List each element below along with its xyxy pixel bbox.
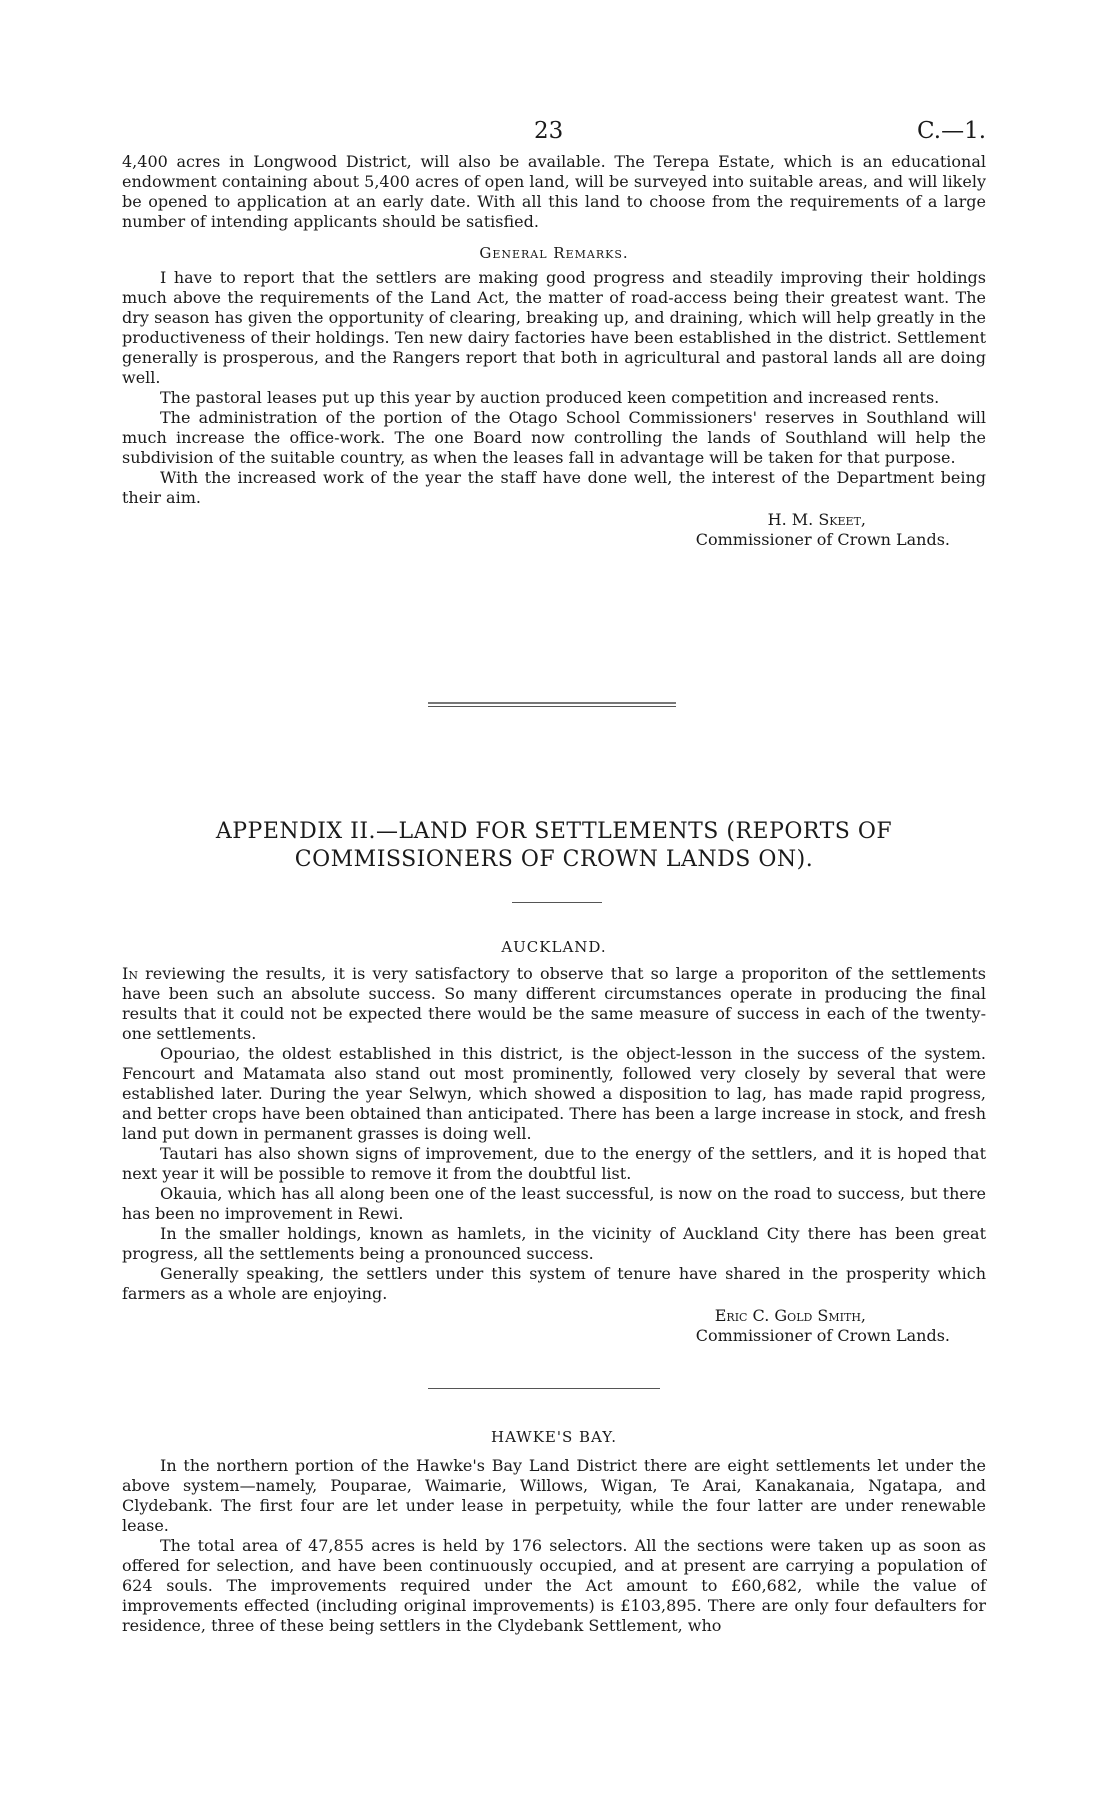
title-underline	[512, 902, 602, 903]
section-separator	[428, 706, 676, 707]
auckland-paragraph: Opouriao, the oldest established in this district, is the object-lesson in the success of the system. Fencourt and Matamata also stand out most prominently, followed very closely by several that were established later. During the year Selwyn, which showed a disposition to lag, has made rapid progress, and better crops have been obtained than anticipated. There has been a large increase in stock, and fresh land put down in permanent grasses is doing well.	[122, 1044, 986, 1143]
auckland-paragraph	[122, 964, 986, 1044]
section-separator	[428, 702, 676, 704]
skeet-signature	[122, 510, 986, 550]
document-code: C.—1.	[917, 118, 987, 144]
auckland-paragraph: Generally speaking, the settlers under this system of tenure have shared in the prosperity which farmers as a whole are enjoying.	[122, 1264, 986, 1303]
general-remarks-paragraph: The pastoral leases put up this year by auction produced keen competition and increased rents.	[160, 388, 940, 407]
auckland-paragraph: Okauia, which has all along been one of the least successful, is now on the road to success, but there has been no improvement in Rewi.	[122, 1184, 986, 1223]
general-remarks-heading: General Remarks.	[479, 244, 629, 262]
smith-signature	[122, 1306, 986, 1346]
intro-paragraph: 4,400 acres in Longwood District, will also be available. The Terepa Estate, which is an educational endowment containing about 5,400 acres of open land, will be surveyed into suitable areas, and will likely be opened to application at an early date. With all this land to choose from the requirements of a large number of intending applicants should be satisfied.	[122, 152, 986, 231]
general-remarks-paragraph: With the increased work of the year the staff have done well, the interest of the Department being their aim.	[122, 468, 986, 507]
signature-title: Commissioner of Crown Lands.	[695, 1326, 950, 1345]
auckland-paragraph-text: reviewing the results, it is very satisfactory to observe that so large a proporiton of the settlements have been such an absolute success. So many different circumstances operate in producing the final results that it could not be expected there would be the same measure of success in each of the twenty-one settlements.	[122, 964, 986, 1043]
signature-name: H. M. Skeet,	[767, 510, 866, 529]
signature-title: Commissioner of Crown Lands.	[695, 530, 950, 549]
appendix-title: APPENDIX II.—LAND FOR SETTLEMENTS (REPORTS OF COMMISSIONERS OF CROWN LANDS ON).	[215, 819, 893, 872]
auckland-heading: AUCKLAND.	[501, 938, 607, 956]
hawkes-bay-heading: HAWKE'S BAY.	[490, 1428, 618, 1446]
page-number: 23	[534, 118, 564, 144]
auckland-paragraph: Tautari has also shown signs of improvement, due to the energy of the settlers, and it is hoped that next year it will be possible to remove it from the doubtful list.	[122, 1144, 986, 1183]
auckland-section	[122, 938, 986, 1346]
hawkes-bay-section	[122, 1428, 986, 1636]
hawkes-bay-paragraph: In the northern portion of the Hawke's Bay Land District there are eight settlements let under the above system—namely, Pouparae, Waimarie, Willows, Wigan, Te Arai, Kanakanaia, Ngatapa, and Clydebank. The first four are let under lease in perpetuity, while the four latter are under renewable lease.	[122, 1456, 986, 1535]
hawkes-bay-paragraph: The total area of 47,855 acres is held by 176 selectors. All the sections were taken up as soon as offered for selection, and have been continuously occupied, and at present are carrying a population of 624 souls. The improvements required under the Act amount to £60,682, while the value of improvements effected (including original improvements) is £103,895. There are only four defaulters for residence, three of these being settlers in the Clydebank Settlement, who	[122, 1536, 986, 1635]
general-remarks-paragraph: The administration of the portion of the Otago School Commissioners' reserves in Southland will much increase the office-work. The one Board now controlling the lands of Southland will help the subdivision of the suitable country, as when the leases fall in advantage will be taken for that purpose.	[122, 408, 986, 467]
section-separator	[428, 1388, 660, 1389]
general-remarks-paragraph: I have to report that the settlers are making good progress and steadily improving their holdings much above the requirements of the Land Act, the matter of road-access being their greatest want. The dry season has given the opportunity of clearing, breaking up, and draining, which will help greatly in the productiveness of their holdings. Ten new dairy factories have been established in the district. Settlement generally is prosperous, and the Rangers report that both in agricultural and pastoral lands all are doing well.	[122, 268, 986, 387]
appendix-section	[122, 818, 986, 874]
lead-word: In	[122, 964, 138, 983]
top-section	[122, 152, 986, 550]
auckland-paragraph: In the smaller holdings, known as hamlets, in the vicinity of Auckland City there has been great progress, all the settlements being a pronounced success.	[122, 1224, 986, 1263]
signature-name: Eric C. Gold Smith,	[714, 1306, 866, 1325]
